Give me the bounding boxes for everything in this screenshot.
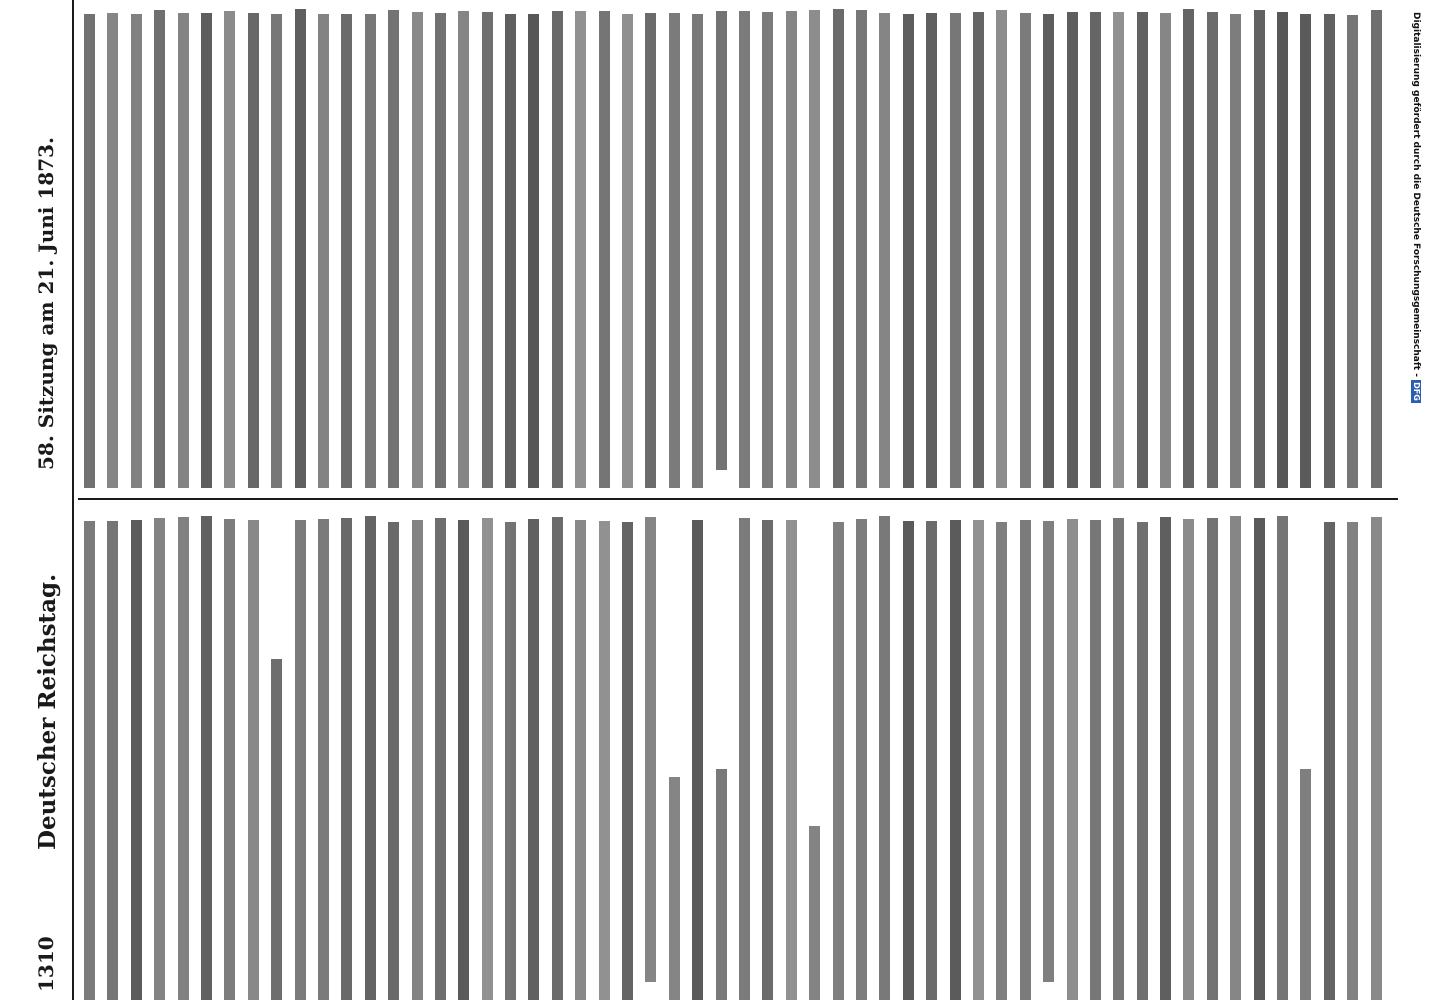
text-line — [318, 14, 329, 488]
text-line — [107, 13, 118, 488]
text-line — [575, 11, 586, 488]
text-line — [154, 518, 165, 1000]
text-line — [1371, 10, 1382, 488]
text-line — [1254, 10, 1265, 488]
page-number: 1310 — [34, 936, 58, 992]
rotated-page — [22, 0, 1402, 1000]
text-column-left — [80, 510, 1402, 1000]
text-line — [950, 520, 961, 1000]
text-line — [1113, 518, 1124, 1000]
text-line — [248, 520, 259, 1000]
text-line — [154, 10, 165, 488]
page-header — [22, 0, 84, 1000]
text-line — [1020, 13, 1031, 488]
text-line — [1183, 519, 1194, 1000]
text-line — [1137, 12, 1148, 488]
text-line — [365, 14, 376, 488]
text-line — [435, 13, 446, 488]
text-line — [1324, 522, 1335, 1000]
text-line — [1347, 522, 1358, 1000]
header-rule — [72, 0, 74, 1000]
text-line — [739, 11, 750, 488]
text-line — [1277, 12, 1288, 488]
text-line — [879, 516, 890, 1000]
text-line — [1230, 516, 1241, 1000]
text-lines-left — [80, 510, 1402, 1000]
text-line — [505, 522, 516, 1000]
text-line — [1113, 12, 1124, 488]
text-line — [809, 826, 820, 1000]
text-line — [365, 517, 376, 1000]
text-line — [739, 518, 750, 1000]
credit-text: Digitalisierung gefördert durch die Deutsche Forschungsgemeinschaft - — [1411, 12, 1421, 377]
text-line — [1160, 517, 1171, 1000]
text-line — [107, 521, 118, 1000]
text-line — [669, 777, 680, 1000]
text-line — [482, 518, 493, 1000]
text-line — [1300, 769, 1311, 1000]
text-line — [552, 11, 563, 488]
page-title: Deutscher Reichstag. — [34, 573, 61, 850]
text-line — [786, 520, 797, 1000]
text-line — [1067, 519, 1078, 1000]
text-line — [131, 520, 142, 1000]
text-line — [1300, 14, 1311, 488]
text-line — [1230, 14, 1241, 488]
text-line — [762, 12, 773, 488]
text-line — [950, 13, 961, 488]
text-line — [84, 14, 95, 488]
digitization-credit — [1410, 12, 1428, 987]
text-line — [1137, 522, 1148, 1000]
text-line — [622, 522, 633, 1000]
text-line — [996, 522, 1007, 1000]
credit-text-rotated — [1407, 12, 1425, 987]
text-line — [248, 13, 259, 488]
text-line — [341, 518, 352, 1000]
text-line — [201, 516, 212, 1000]
text-line — [1090, 12, 1101, 488]
text-line — [575, 520, 586, 1000]
text-line — [528, 519, 539, 1000]
dfg-logo: DFG — [1412, 382, 1422, 401]
text-line — [178, 517, 189, 1000]
text-line — [552, 517, 563, 1000]
text-line — [458, 11, 469, 488]
text-line — [412, 520, 423, 1000]
text-line — [973, 12, 984, 488]
text-line — [224, 519, 235, 1000]
text-line — [178, 13, 189, 488]
text-line — [1160, 13, 1171, 488]
text-line — [341, 14, 352, 488]
text-line — [692, 520, 703, 1000]
text-line — [903, 521, 914, 1000]
text-line — [1371, 517, 1382, 1000]
text-line — [505, 14, 516, 488]
text-line — [295, 520, 306, 1000]
text-line — [84, 521, 95, 1000]
text-line — [973, 520, 984, 1000]
text-line — [1183, 9, 1194, 488]
text-line — [295, 9, 306, 488]
text-line — [599, 521, 610, 1000]
text-line — [1067, 12, 1078, 488]
text-column-right — [80, 3, 1402, 488]
text-line — [1020, 520, 1031, 1000]
column-divider — [78, 498, 1398, 500]
text-line — [1347, 15, 1358, 488]
text-line — [645, 13, 656, 488]
text-line — [271, 659, 282, 1000]
text-line — [435, 518, 446, 1000]
text-line — [412, 12, 423, 488]
text-line — [903, 14, 914, 488]
text-line — [458, 520, 469, 1000]
text-line — [762, 520, 773, 1000]
session-title: 58. Sitzung am 21. Juni 1873. — [34, 137, 58, 470]
text-line — [388, 10, 399, 488]
text-lines-right — [80, 3, 1402, 488]
text-line — [809, 10, 820, 488]
text-line — [716, 769, 727, 1000]
text-line — [669, 13, 680, 488]
text-line — [856, 519, 867, 1000]
text-line — [224, 11, 235, 488]
text-line — [1207, 518, 1218, 1000]
text-line — [716, 11, 727, 470]
text-line — [599, 11, 610, 488]
text-line — [786, 11, 797, 488]
text-line — [856, 10, 867, 488]
text-line — [645, 517, 656, 982]
text-line — [388, 522, 399, 1000]
text-line — [833, 9, 844, 488]
text-line — [1277, 516, 1288, 1000]
text-line — [1324, 14, 1335, 488]
text-line — [926, 13, 937, 488]
text-line — [1043, 521, 1054, 982]
text-line — [201, 13, 212, 488]
text-line — [318, 519, 329, 1000]
text-line — [528, 14, 539, 488]
text-line — [271, 14, 282, 488]
text-line — [833, 522, 844, 1000]
text-line — [1207, 12, 1218, 488]
text-line — [482, 12, 493, 488]
text-line — [1043, 14, 1054, 488]
text-line — [622, 14, 633, 488]
text-line — [692, 14, 703, 488]
text-line — [1254, 518, 1265, 1000]
text-line — [131, 14, 142, 488]
text-line — [926, 521, 937, 1000]
text-line — [1090, 520, 1101, 1000]
text-line — [996, 10, 1007, 488]
text-line — [879, 13, 890, 488]
